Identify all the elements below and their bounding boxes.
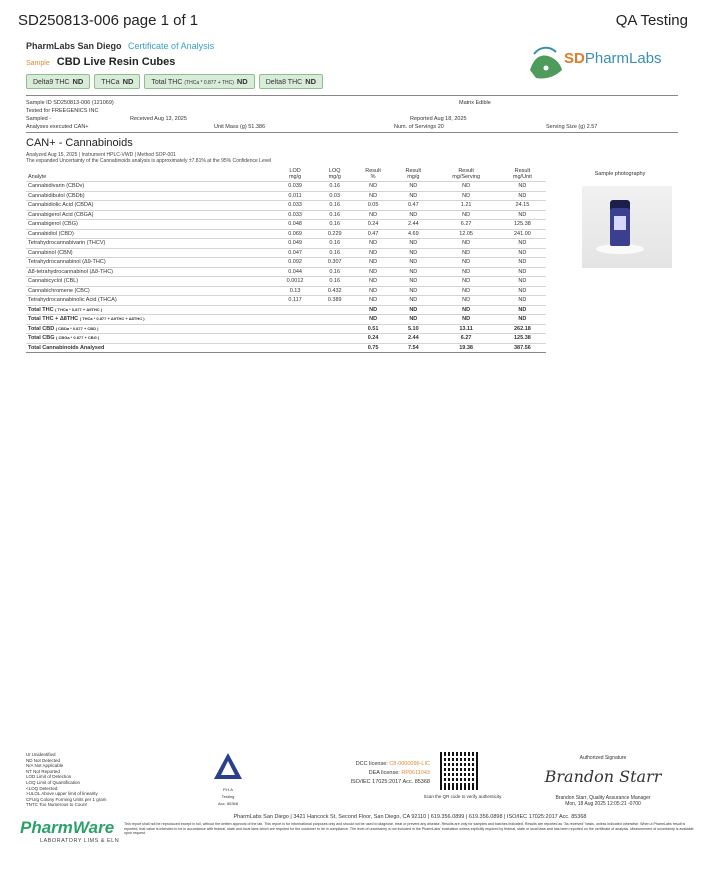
header-unit: mg/g bbox=[288, 174, 302, 180]
sample-photo bbox=[582, 186, 672, 268]
table-cell: 125.38 bbox=[499, 334, 546, 344]
total-label: Total CBG bbox=[28, 335, 55, 342]
table-cell: ND bbox=[393, 248, 433, 258]
pill-delta8-thc bbox=[259, 74, 323, 89]
table-cell: 0.033 bbox=[274, 210, 317, 220]
pill-value: ND bbox=[305, 77, 317, 86]
table-cell: 24.15 bbox=[499, 201, 546, 211]
cannabinoid-table bbox=[26, 167, 546, 353]
table-cell: ND bbox=[499, 239, 546, 249]
table-cell: 2.44 bbox=[393, 220, 433, 230]
table-cell: ND bbox=[433, 277, 498, 287]
table-cell: ND bbox=[433, 305, 498, 315]
table-cell: ND bbox=[499, 296, 546, 306]
table-cell: 0.24 bbox=[353, 220, 393, 230]
analyte-name: Cannabidiol (CBD) bbox=[26, 229, 274, 239]
pill-sub: (THCa * 0.877 + THC) bbox=[184, 80, 234, 86]
matrix: Matrix Edible bbox=[459, 100, 491, 106]
table-cell: 0.069 bbox=[274, 229, 317, 239]
table-cell: 13.11 bbox=[433, 324, 498, 334]
pha-sub: Testing bbox=[221, 794, 235, 799]
qr-caption: Scan the QR code to verify authenticity. bbox=[423, 794, 503, 799]
legend-item: UI Unidentified bbox=[26, 752, 56, 757]
total-label-cell bbox=[26, 305, 274, 315]
sign-date: Mon, 18 Aug 2025 12:05:21 -0700 bbox=[565, 801, 641, 807]
table-cell: 241.00 bbox=[499, 229, 546, 239]
table-row bbox=[26, 182, 546, 192]
total-label: Total Cannabinoids Analysed bbox=[28, 344, 105, 351]
table-cell: 0.16 bbox=[316, 267, 352, 277]
pill-label: Delta9 THC bbox=[33, 79, 70, 86]
table-cell: ND bbox=[433, 286, 498, 296]
document-id: SD250813-006 page 1 of 1 bbox=[18, 12, 199, 29]
table-cell: ND bbox=[353, 239, 393, 249]
table-cell: ND bbox=[499, 305, 546, 315]
num-servings: Num. of Servings 20 bbox=[394, 124, 444, 130]
total-formula: ( THCa * 0.877 + Δ9THC ) bbox=[55, 306, 103, 312]
table-cell: 0.16 bbox=[316, 239, 352, 249]
table-cell: ND bbox=[393, 267, 433, 277]
tested-for: Tested for FREEGENICS INC bbox=[26, 108, 99, 114]
table-cell: 0.24 bbox=[353, 334, 393, 344]
pill-value: ND bbox=[72, 77, 84, 86]
pill-delta9-thc bbox=[26, 74, 90, 89]
table-cell: ND bbox=[433, 296, 498, 306]
pill-label: Delta8 THC bbox=[265, 79, 303, 86]
total-row bbox=[26, 305, 546, 315]
pharmware-name: PharmWare bbox=[20, 818, 115, 837]
california-map-icon bbox=[526, 40, 566, 84]
header-top bbox=[18, 12, 688, 34]
table-cell: ND bbox=[393, 239, 433, 249]
table-body bbox=[26, 182, 546, 353]
table-cell: 0.05 bbox=[353, 201, 393, 211]
legend-item: N/A Not Applicable bbox=[26, 763, 64, 769]
table-cell: 0.0012 bbox=[274, 277, 317, 287]
table-cell: ND bbox=[433, 210, 498, 220]
table-row bbox=[26, 191, 546, 201]
table-cell: ND bbox=[353, 182, 393, 192]
table-cell: 0.307 bbox=[316, 258, 352, 268]
table-header-cell bbox=[316, 167, 352, 182]
qr-code-icon[interactable] bbox=[440, 752, 478, 790]
table-cell bbox=[274, 305, 317, 315]
table-cell: 0.03 bbox=[316, 191, 352, 201]
table-cell: ND bbox=[353, 305, 393, 315]
section-title: CAN+ - Cannabinoids bbox=[26, 137, 133, 149]
table-cell: ND bbox=[433, 239, 498, 249]
table-cell: 0.16 bbox=[316, 248, 352, 258]
received: Received Aug 13, 2025 bbox=[130, 116, 187, 122]
table-cell: 4.69 bbox=[393, 229, 433, 239]
table-cell: 5.10 bbox=[393, 324, 433, 334]
table-cell: ND bbox=[353, 267, 393, 277]
dcc-label: DCC license: bbox=[355, 761, 388, 767]
qr-pattern bbox=[444, 756, 474, 786]
analyte-name: Cannabicyclol (CBL) bbox=[26, 277, 274, 287]
analyte-name: Tetrahydrocannabinol (Δ9-THC) bbox=[26, 258, 274, 268]
abbreviation-legend bbox=[26, 752, 107, 808]
table-cell: ND bbox=[499, 267, 546, 277]
total-label-cell bbox=[26, 315, 274, 325]
table-header-cell bbox=[393, 167, 433, 182]
table-cell: ND bbox=[499, 210, 546, 220]
table-cell: ND bbox=[433, 248, 498, 258]
legend-item: <LOQ Detected bbox=[26, 785, 58, 791]
table-cell: ND bbox=[433, 182, 498, 192]
table-cell bbox=[316, 343, 352, 353]
table-cell: ND bbox=[393, 191, 433, 201]
table-cell: 0.044 bbox=[274, 267, 317, 277]
table-cell: ND bbox=[433, 191, 498, 201]
legend-item: NT Not Reported bbox=[26, 768, 60, 774]
total-formula: ( THCa * 0.877 + Δ9THC + Δ8THC ) bbox=[79, 316, 145, 322]
table-cell: ND bbox=[393, 258, 433, 268]
table-row bbox=[26, 210, 546, 220]
table-cell: ND bbox=[499, 315, 546, 325]
table-header-cell bbox=[433, 167, 498, 182]
table-row bbox=[26, 286, 546, 296]
total-row bbox=[26, 315, 546, 325]
total-label: Total CBD bbox=[28, 325, 55, 332]
table-row bbox=[26, 277, 546, 287]
table-cell: 0.048 bbox=[274, 220, 317, 230]
total-label-cell bbox=[26, 343, 274, 353]
legend-item: TNTC Too Numerous to Count bbox=[26, 802, 87, 808]
sample-name: CBD Live Resin Cubes bbox=[56, 56, 176, 68]
table-cell: ND bbox=[353, 315, 393, 325]
table-cell: 1.21 bbox=[433, 201, 498, 211]
total-label-cell bbox=[26, 324, 274, 334]
pill-thca bbox=[94, 74, 140, 89]
dcc-license bbox=[300, 760, 430, 769]
uncertainty-note: The expanded Uncertainty of the Cannabinoids analysis is approximately ±7.81% at the 95% Confidence Level bbox=[26, 158, 272, 164]
table-cell bbox=[316, 315, 352, 325]
pill-label: THCa bbox=[101, 79, 120, 86]
analyte-name: Tetrahydrocannabinolic Acid (THCA) bbox=[26, 296, 274, 306]
pharmware-sub: LABORATORY LIMS & ELN bbox=[40, 838, 120, 844]
table-cell: 125.38 bbox=[499, 220, 546, 230]
table-cell: ND bbox=[499, 248, 546, 258]
logo-pharmlabs: PharmLabs bbox=[584, 50, 662, 67]
table-header-cell bbox=[499, 167, 546, 182]
pill-total-thc bbox=[144, 74, 254, 89]
divider bbox=[26, 95, 678, 96]
table-cell: 0.16 bbox=[316, 220, 352, 230]
table-cell bbox=[316, 305, 352, 315]
reported: Reported Aug 18, 2025 bbox=[410, 116, 467, 122]
sampled: Sampled - bbox=[26, 116, 52, 122]
analyte-name: Cannabigerol Acid (CBGA) bbox=[26, 210, 274, 220]
table-cell: ND bbox=[499, 286, 546, 296]
header-line: LOQ bbox=[328, 168, 341, 174]
pha-accreditation-logo bbox=[204, 752, 252, 806]
table-cell: 0.011 bbox=[274, 191, 317, 201]
table-cell: ND bbox=[393, 210, 433, 220]
summary-pills bbox=[26, 74, 323, 89]
signature-block bbox=[528, 755, 678, 807]
table-cell: 0.51 bbox=[353, 324, 393, 334]
dcc-value: C8-0000096-LIC bbox=[389, 761, 430, 767]
table-cell bbox=[274, 324, 317, 334]
table-row bbox=[26, 239, 546, 249]
header-unit: mg/g bbox=[328, 174, 341, 180]
pha-text: P.H.A bbox=[223, 787, 233, 792]
dea-license bbox=[300, 769, 430, 778]
table-cell: 0.047 bbox=[274, 248, 317, 258]
table-cell: ND bbox=[433, 267, 498, 277]
header-unit: % bbox=[370, 174, 376, 180]
pill-label: Total THC bbox=[151, 79, 183, 86]
table-cell: ND bbox=[393, 182, 433, 192]
table-cell: ND bbox=[353, 191, 393, 201]
header-unit: mg/g bbox=[407, 174, 420, 180]
legend-item: LOD Limit of Detection bbox=[26, 774, 72, 780]
analyte-name: Cannabidivarin (CBDv) bbox=[26, 182, 274, 192]
pill-value: ND bbox=[236, 77, 248, 86]
header-line: LOD bbox=[289, 168, 301, 174]
pill-value: ND bbox=[122, 77, 134, 86]
analyte-name: Cannabinol (CBN) bbox=[26, 248, 274, 258]
legend-item: ND Not Detected bbox=[26, 757, 61, 763]
total-formula: ( CBDa * 0.877 + CBD ) bbox=[55, 325, 99, 331]
table-cell: ND bbox=[393, 315, 433, 325]
table-cell: ND bbox=[353, 210, 393, 220]
table-cell: 6.27 bbox=[433, 334, 498, 344]
table-cell: 0.75 bbox=[353, 343, 393, 353]
table-header-row bbox=[26, 167, 546, 182]
table-cell: ND bbox=[353, 277, 393, 287]
table-cell: 0.16 bbox=[316, 201, 352, 211]
analyzed-info: Analyzed Aug 15, 2025 | Instrument HPLC-VWD | Method SOP-001 bbox=[26, 152, 176, 158]
table-cell: ND bbox=[433, 315, 498, 325]
table-cell: ND bbox=[393, 286, 433, 296]
table-cell: 0.033 bbox=[274, 201, 317, 211]
licenses bbox=[300, 760, 430, 787]
table-row bbox=[26, 229, 546, 239]
table-header-cell bbox=[274, 167, 317, 182]
analyte-name: Δ8-tetrahydrocannabinol (Δ8-THC) bbox=[26, 267, 274, 277]
divider bbox=[26, 132, 678, 133]
legend-item: CFU/g Colony Forming Units per 1 gram bbox=[26, 796, 107, 802]
total-formula: ( CBGa * 0.877 + CBG ) bbox=[56, 335, 100, 341]
logo-text bbox=[564, 50, 662, 67]
table-cell: 0.049 bbox=[274, 239, 317, 249]
pha-acc: Acc. 85368 bbox=[217, 801, 238, 806]
table-cell: ND bbox=[433, 258, 498, 268]
total-label-cell bbox=[26, 334, 274, 344]
sample-line bbox=[26, 56, 175, 68]
table-cell: 387.56 bbox=[499, 343, 546, 353]
table-cell: 0.16 bbox=[316, 210, 352, 220]
serving-size: Serving Size (g) 2.57 bbox=[546, 124, 598, 130]
table-cell: ND bbox=[393, 296, 433, 306]
table-cell bbox=[316, 334, 352, 344]
table-row bbox=[26, 201, 546, 211]
analyte-name: Cannabidibutol (CBDb) bbox=[26, 191, 274, 201]
table-cell: 0.16 bbox=[316, 182, 352, 192]
table-row bbox=[26, 248, 546, 258]
table-cell: 0.389 bbox=[316, 296, 352, 306]
table-cell: 0.229 bbox=[316, 229, 352, 239]
analyte-name: Tetrahydrocannabivarin (THCV) bbox=[26, 239, 274, 249]
logo-sd: SD bbox=[564, 50, 585, 67]
dea-label: DEA license: bbox=[368, 770, 400, 776]
table-cell: ND bbox=[499, 258, 546, 268]
sample-id: Sample ID SD250813-006 (121069) bbox=[26, 100, 114, 106]
table-cell: 2.44 bbox=[393, 334, 433, 344]
table-cell: 0.039 bbox=[274, 182, 317, 192]
lab-line bbox=[26, 41, 214, 51]
table-cell: 0.47 bbox=[353, 229, 393, 239]
table-cell: 0.16 bbox=[316, 277, 352, 287]
sample-tag: Sample bbox=[26, 60, 50, 67]
photo-label: Sample photography bbox=[594, 171, 646, 177]
table-cell: 6.27 bbox=[433, 220, 498, 230]
table-row bbox=[26, 267, 546, 277]
header-line: Result bbox=[458, 168, 474, 174]
total-row bbox=[26, 343, 546, 353]
analyte-name: Cannabidiolic Acid (CBDA) bbox=[26, 201, 274, 211]
table-cell: 262.18 bbox=[499, 324, 546, 334]
lab-name: PharmLabs San Diego bbox=[26, 41, 122, 51]
header-line: Result bbox=[365, 168, 381, 174]
iso-accreditation: ISO/IEC 17025:2017 Acc. 85368 bbox=[350, 779, 430, 785]
table-cell bbox=[274, 343, 317, 353]
dea-value: RP0611043 bbox=[401, 770, 430, 776]
header-line: Result bbox=[405, 168, 422, 174]
table-cell: ND bbox=[393, 277, 433, 287]
header-unit: mg/Unit bbox=[512, 174, 532, 180]
table-cell: ND bbox=[353, 258, 393, 268]
table-cell: 12.05 bbox=[433, 229, 498, 239]
table-row bbox=[26, 296, 546, 306]
sdpharmlabs-logo bbox=[526, 40, 686, 84]
table-cell bbox=[316, 324, 352, 334]
table-cell: ND bbox=[393, 305, 433, 315]
table-header-cell bbox=[353, 167, 393, 182]
signer-name: Brandon Starr, Quality Assurance Manager bbox=[555, 795, 651, 801]
analyte-name: Cannabichromene (CBC) bbox=[26, 286, 274, 296]
table-cell: 0.117 bbox=[274, 296, 317, 306]
pha-triangle-icon bbox=[213, 752, 243, 780]
jar-label bbox=[614, 216, 626, 230]
header-line: Result bbox=[514, 168, 531, 174]
table-header-cell bbox=[26, 167, 274, 182]
table-cell: 7.54 bbox=[393, 343, 433, 353]
analyte-name: Cannabigerol (CBG) bbox=[26, 220, 274, 230]
table-row bbox=[26, 258, 546, 268]
table-cell: 0.47 bbox=[393, 201, 433, 211]
table-cell: 0.092 bbox=[274, 258, 317, 268]
table-cell: ND bbox=[499, 182, 546, 192]
table-cell: ND bbox=[499, 277, 546, 287]
table-row bbox=[26, 220, 546, 230]
table-cell: ND bbox=[353, 286, 393, 296]
disclaimer: This report shall not be reproduced except in full, without the written approval of the lab. This report is for informational purposes only and should not be used to diagnose, treat or prevent any disease. Results are only for samples and batches indicated. Results are reported as "As received" basis, unless indicated otherwise. When a PharmLabs result is reported, that value is intended to be in accordance with federal, state and local laws which are required for the customer to be in compliance. The level of uncertainty is not included in the PharmLabs' evaluation unless explicitly required by federal, state or local laws and has been reported on the certificate of analysis. Measurement of uncertainty is available upon request. bbox=[124, 822, 694, 835]
total-label: Total THC + Δ8THC bbox=[28, 316, 79, 323]
table-cell: ND bbox=[353, 296, 393, 306]
pharmware-logo bbox=[20, 818, 119, 844]
total-row bbox=[26, 334, 546, 344]
header-line: Analyte bbox=[28, 174, 47, 180]
table-cell bbox=[274, 334, 317, 344]
table-cell: 19.38 bbox=[433, 343, 498, 353]
header-unit: mg/Serving bbox=[452, 174, 481, 180]
table-cell: ND bbox=[353, 248, 393, 258]
coa-title: Certificate of Analysis bbox=[128, 41, 215, 51]
table-cell: 0.432 bbox=[316, 286, 352, 296]
analyses-executed: Analyses executed CAN+ bbox=[26, 124, 89, 130]
table-cell: ND bbox=[499, 191, 546, 201]
authorized-signature-label: Authorized Signature bbox=[579, 755, 627, 761]
lab-address: PharmLabs San Diego | 3421 Hancock St, Second Floor, San Diego, CA 92110 | 619.356.0899 | 619.356.0898 | ISO/IEC 17025:2017 Acc. 85368 bbox=[233, 814, 587, 820]
total-row bbox=[26, 324, 546, 334]
table-cell: 0.13 bbox=[274, 286, 317, 296]
legend-item: LOQ Limit of Quantification bbox=[26, 779, 81, 785]
total-label: Total THC bbox=[28, 306, 54, 313]
handwritten-signature: Brandon Starr bbox=[544, 767, 662, 786]
legend-item: >ULOL Above upper limit of linearity bbox=[26, 791, 98, 797]
unit-mass: Unit Mass (g) 51.386 bbox=[214, 124, 266, 130]
table-cell bbox=[274, 315, 317, 325]
qa-label: QA Testing bbox=[615, 12, 688, 29]
